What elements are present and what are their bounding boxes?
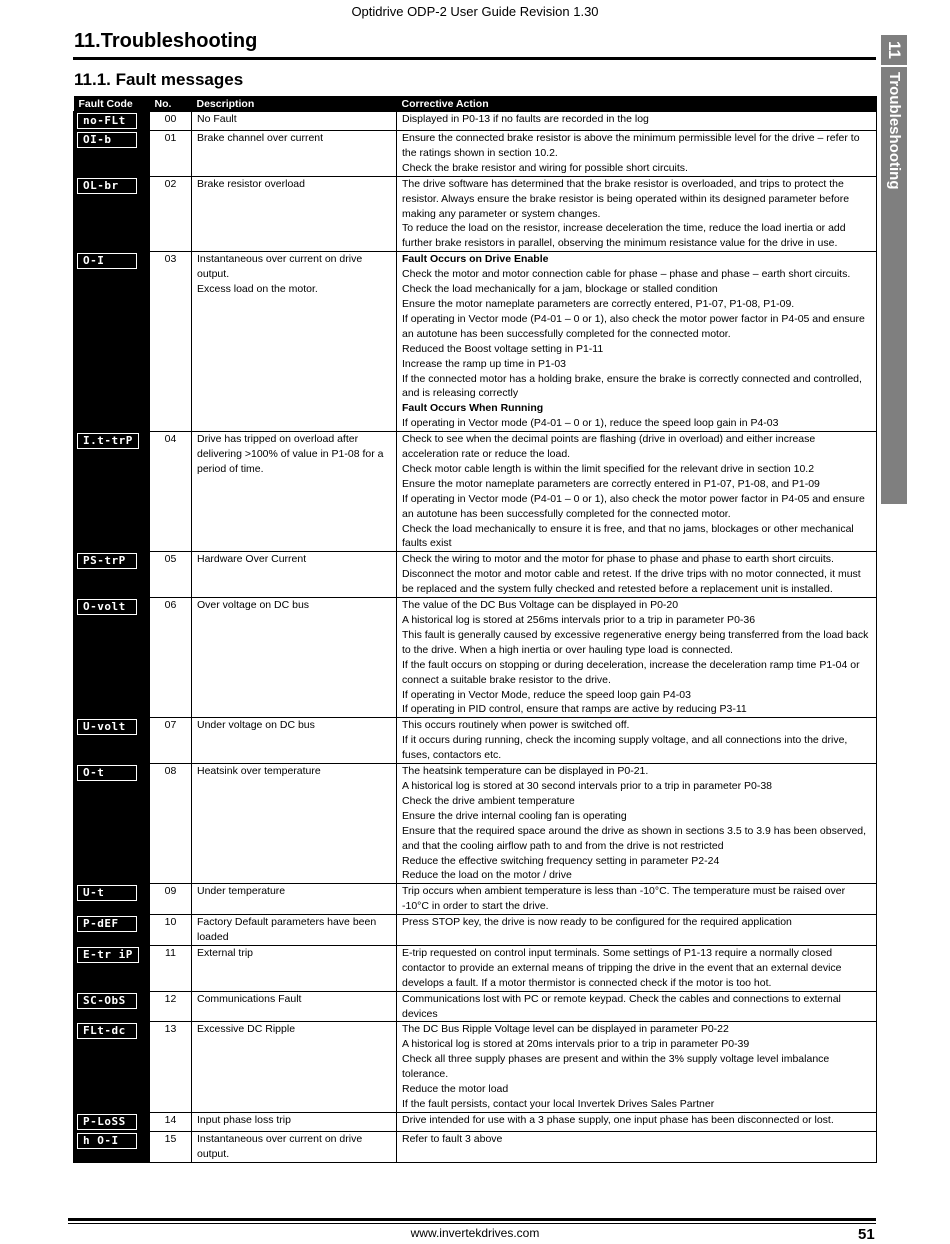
fault-description [192, 598, 397, 718]
description-line: Brake resistor overload [197, 177, 305, 190]
fault-code-display: h O-I [77, 1133, 137, 1149]
fault-number: 06 [150, 598, 192, 718]
fault-code-cell [74, 252, 150, 432]
fault-number: 15 [150, 1131, 192, 1162]
fault-description [192, 718, 397, 764]
corrective-action [397, 915, 877, 946]
corrective-action [397, 945, 877, 991]
description-line: Brake channel over current [197, 132, 324, 144]
description-line: Communications Fault [197, 992, 302, 1005]
fault-code-display: OL-br [77, 178, 137, 194]
footer-divider [68, 1218, 876, 1221]
action-line: Check the wiring to motor and the motor for phase to phase and phase to earth short circuits. Disconnect the motor and motor cable and retest. If the drive trips with no motor connected, it must be replaced and the system fully checked and retested before a replacement unit is installed. [402, 553, 861, 596]
subsection-title: 11.1. Fault messages [74, 70, 244, 89]
description-line: Drive has tripped on overload after delivering >100% of value in P1-08 for a period of time. [197, 433, 384, 475]
fault-code-cell [74, 598, 150, 718]
fault-code-display: O-volt [77, 599, 137, 615]
action-line: If the connected motor has a holding brake, ensure the brake is correctly connected and controlled, and is releasing correctly [402, 372, 862, 400]
action-line: Displayed in P0-13 if no faults are recorded in the log [402, 113, 649, 125]
fault-code-cell [74, 131, 150, 177]
document-header: Optidrive ODP-2 User Guide Revision 1.30 [351, 4, 599, 19]
fault-description [192, 131, 397, 177]
fault-messages-table [73, 96, 877, 1163]
corrective-action [397, 991, 877, 1022]
fault-number: 14 [150, 1112, 192, 1131]
action-line: This occurs routinely when power is switched off. [402, 719, 630, 732]
action-line: If operating in Vector mode (P4-01 – 0 or 1), also check the motor power factor in P4-05 and ensure an autotune has been successfully completed for the connected motor. [402, 312, 865, 340]
corrective-action [397, 252, 877, 432]
action-line: If operating in PID control, ensure that ramps are active by reducing P3-11 [402, 703, 747, 716]
fault-code-display: U-volt [77, 719, 137, 735]
action-line: This fault is generally caused by excessive regenerative energy being transferred from the load back to the drive. When a high inertia or over hauling type load is connected. [402, 628, 869, 656]
fault-code-cell [74, 718, 150, 764]
fault-code-display: P-dEF [77, 916, 137, 932]
description-line: Input phase loss trip [197, 1113, 291, 1126]
description-line: Over voltage on DC bus [197, 599, 310, 612]
header-fault-code: Fault Code [74, 96, 150, 112]
fault-code-display: E-tr iP [77, 947, 139, 963]
action-line: If the fault persists, contact your local Invertek Drives Sales Partner [402, 1098, 715, 1110]
action-line: Check all three supply phases are present and within the 3% supply voltage level imbalance tolerance. [402, 1053, 830, 1081]
fault-code-display: OI-b [77, 132, 137, 148]
table-row [74, 718, 877, 764]
table-row [74, 252, 877, 432]
description-line: Instantaneous over current on drive output. [197, 1132, 363, 1160]
page-number: 51 [858, 1226, 875, 1243]
action-line: Ensure the motor nameplate parameters are correctly entered, P1-07, P1-08, P1-09. [402, 297, 795, 310]
action-line: Ensure the connected brake resistor is above the minimum permissible level for the drive – refer to the ratings shown in section 10.2. [402, 132, 860, 159]
header-corrective-action: Corrective Action [397, 96, 877, 112]
table-row [74, 598, 877, 718]
action-line: A historical log is stored at 20ms intervals prior to a trip in parameter P0-39 [402, 1038, 750, 1051]
action-line: If operating in Vector mode (P4-01 – 0 or 1), reduce the speed loop gain in P4-03 [402, 417, 779, 430]
action-line: Check the load mechanically for a jam, blockage or stalled condition [402, 283, 718, 296]
description-line: Excessive DC Ripple [197, 1023, 296, 1036]
fault-number: 11 [150, 945, 192, 991]
action-line: Reduce the motor load [402, 1083, 509, 1096]
table-row [74, 764, 877, 884]
fault-number: 12 [150, 991, 192, 1022]
table-row [74, 884, 877, 915]
corrective-action [397, 552, 877, 598]
action-line: Increase the ramp up time in P1-03 [402, 357, 567, 370]
corrective-action [397, 1112, 877, 1131]
fault-code-cell [74, 176, 150, 252]
fault-description [192, 252, 397, 432]
chapter-tab-label: Troubleshooting [886, 72, 903, 190]
action-line: Check the load mechanically to ensure it is free, and that no jams, blockages or other mechanical faults exist [402, 522, 854, 550]
fault-code-display: SC-ObS [77, 993, 137, 1009]
table-row [74, 1131, 877, 1162]
action-line: If operating in Vector mode (P4-01 – 0 or 1), also check the motor power factor in P4-05 and ensure an autotune has been successfully completed for the connected motor. [402, 492, 865, 520]
section-title: 11.Troubleshooting [74, 30, 258, 52]
fault-code-display: FLt-dc [77, 1023, 137, 1039]
fault-code-cell [74, 991, 150, 1022]
corrective-action [397, 764, 877, 884]
action-line: Reduce the effective switching frequency setting in parameter P2-24 [402, 854, 720, 867]
action-subheading: Fault Occurs on Drive Enable [402, 253, 549, 266]
fault-code-display: U-t [77, 885, 137, 901]
fault-code-cell [74, 915, 150, 946]
header-number: No. [150, 96, 192, 112]
fault-description [192, 945, 397, 991]
table-row [74, 991, 877, 1022]
action-line: To reduce the load on the resistor, increase deceleration the time, reduce the load inertia or add further brake resistors in parallel, observing the minimum resistance value for the drive in use. [402, 222, 846, 250]
corrective-action [397, 884, 877, 915]
description-line: Under voltage on DC bus [197, 719, 315, 732]
action-line: Ensure the motor nameplate parameters are correctly entered in P1-07, P1-08, and P1-09 [402, 477, 820, 490]
fault-description [192, 432, 397, 552]
fault-description [192, 552, 397, 598]
fault-code-cell [74, 1112, 150, 1131]
table-row [74, 552, 877, 598]
fault-rows [74, 112, 877, 1163]
corrective-action [397, 598, 877, 718]
corrective-action [397, 1131, 877, 1162]
fault-code-display: no-FLt [77, 113, 137, 129]
fault-number: 09 [150, 884, 192, 915]
footer-url: www.invertekdrives.com [410, 1226, 540, 1240]
action-line: If it occurs during running, check the incoming supply voltage, and all connections into the drive, fuses, contactors etc. [402, 734, 848, 762]
fault-description [192, 1131, 397, 1162]
table-row [74, 915, 877, 946]
action-line: The drive software has determined that the brake resistor is overloaded, and trips to protect the resistor. Always ensure the brake resistor is being operated within its designed parameter before making any parameter or system changes. [402, 177, 850, 220]
fault-number: 01 [150, 131, 192, 177]
table-row [74, 1022, 877, 1112]
description-line: External trip [197, 946, 254, 959]
action-line: Check to see when the decimal points are flashing (drive in overload) and either increase acceleration rate or reduce the load. [402, 433, 816, 461]
table-row [74, 945, 877, 991]
action-line: The DC Bus Ripple Voltage level can be displayed in parameter P0-22 [402, 1023, 729, 1036]
description-line: Excess load on the motor. [197, 283, 318, 296]
chapter-tab-number: 11 [881, 35, 907, 67]
fault-code-cell [74, 945, 150, 991]
action-line: Check motor cable length is within the limit specified for the relevant drive in section 10.2 [402, 462, 815, 475]
fault-description [192, 112, 397, 131]
header-description: Description [192, 96, 397, 112]
footer-divider-thin [68, 1223, 876, 1224]
action-line: The value of the DC Bus Voltage can be displayed in P0-20 [402, 599, 679, 612]
fault-code-display: O-t [77, 765, 137, 781]
fault-number: 02 [150, 176, 192, 252]
fault-code-cell [74, 1131, 150, 1162]
corrective-action [397, 432, 877, 552]
action-line: Reduce the load on the motor / drive [402, 869, 572, 882]
description-line: Hardware Over Current [197, 553, 307, 566]
fault-code-cell [74, 432, 150, 552]
action-line: Ensure the drive internal cooling fan is operating [402, 809, 627, 822]
action-line: If operating in Vector Mode, reduce the speed loop gain P4-03 [402, 688, 691, 701]
title-divider [73, 57, 876, 60]
fault-description [192, 991, 397, 1022]
fault-number: 03 [150, 252, 192, 432]
corrective-action [397, 1022, 877, 1112]
table-row [74, 131, 877, 177]
fault-code-display: PS-trP [77, 553, 137, 569]
action-line: Refer to fault 3 above [402, 1132, 503, 1145]
action-line: A historical log is stored at 30 second intervals prior to a trip in parameter P0-38 [402, 779, 773, 792]
fault-description [192, 176, 397, 252]
table-row [74, 432, 877, 552]
action-line: Communications lost with PC or remote keypad. Check the cables and connections to external devices [402, 992, 841, 1020]
table-row [74, 112, 877, 131]
fault-number: 07 [150, 718, 192, 764]
action-line: A historical log is stored at 256ms intervals prior to a trip in parameter P0-36 [402, 614, 756, 626]
action-line: Reduced the Boost voltage setting in P1-11 [402, 342, 604, 355]
fault-number: 08 [150, 764, 192, 884]
fault-number: 13 [150, 1022, 192, 1112]
action-line: Ensure that the required space around the drive as shown in sections 3.5 to 3.9 has been observed, and that the cooling airflow path to and from the drive is not restricted [402, 824, 867, 852]
corrective-action [397, 718, 877, 764]
action-line: Check the brake resistor and wiring for possible short circuits. [402, 161, 688, 174]
fault-description [192, 764, 397, 884]
fault-code-display: P-LoSS [77, 1114, 137, 1130]
action-line: Press STOP key, the drive is now ready to be configured for the required application [402, 916, 792, 929]
fault-code-cell [74, 552, 150, 598]
action-line: If the fault occurs on stopping or during deceleration, increase the deceleration ramp time P1-04 or connect a suitable brake resistor to the drive. [402, 658, 860, 686]
fault-code-display: O-I [77, 253, 137, 269]
table-row [74, 176, 877, 252]
fault-code-display: I.t-trP [77, 433, 139, 449]
description-line: Heatsink over temperature [197, 765, 321, 778]
fault-code-cell [74, 112, 150, 131]
fault-description [192, 884, 397, 915]
action-line: Drive intended for use with a 3 phase supply, one input phase has been disconnected or lost. [402, 1113, 834, 1126]
corrective-action [397, 176, 877, 252]
fault-number: 00 [150, 112, 192, 131]
action-line: E-trip requested on control input terminals. Some settings of P1-13 require a normally closed contactor to provide an external means of tripping the drive in the event that an external device develops a fault. If a motor thermistor is connected check if the motor is too hot. [402, 946, 842, 989]
description-line: No Fault [197, 113, 237, 125]
fault-code-cell [74, 764, 150, 884]
fault-description [192, 1022, 397, 1112]
fault-number: 05 [150, 552, 192, 598]
corrective-action [397, 112, 877, 131]
corrective-action [397, 131, 877, 177]
fault-code-cell [74, 1022, 150, 1112]
description-line: Under temperature [197, 885, 286, 898]
action-line: The heatsink temperature can be displayed in P0-21. [402, 765, 649, 778]
table-header-row [74, 96, 877, 112]
fault-number: 10 [150, 915, 192, 946]
description-line: Instantaneous over current on drive output. [197, 253, 363, 281]
fault-code-cell [74, 884, 150, 915]
action-line: Check the motor and motor connection cable for phase – phase and phase – earth short circuits. [402, 268, 851, 281]
action-subheading: Fault Occurs When Running [402, 402, 544, 415]
fault-description [192, 915, 397, 946]
fault-number: 04 [150, 432, 192, 552]
action-line: Trip occurs when ambient temperature is less than -10°C. The temperature must be raised over -10°C in order to start the drive. [402, 885, 846, 913]
table-row [74, 1112, 877, 1131]
description-line: Factory Default parameters have been loaded [197, 916, 377, 944]
action-line: Check the drive ambient temperature [402, 794, 575, 807]
fault-description [192, 1112, 397, 1131]
